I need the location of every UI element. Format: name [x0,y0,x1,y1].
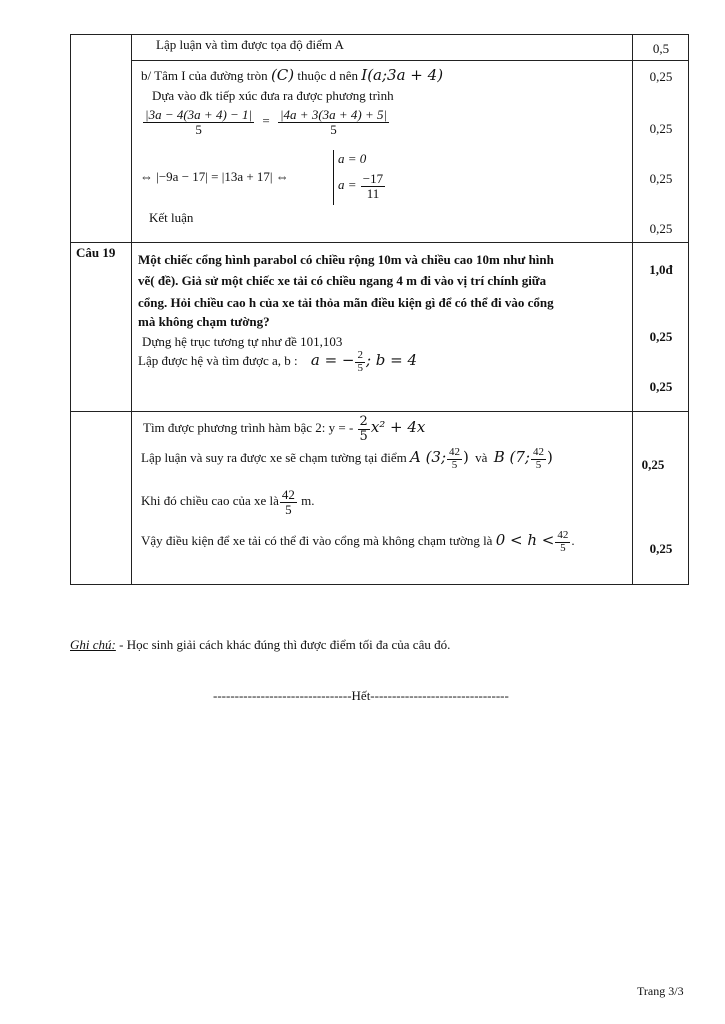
case-brace [333,150,334,205]
table-border-right [688,34,689,585]
row-c-line-4-math: 0 < h < [495,531,555,550]
eq-right-num: |4a + 3(3a + 4) + 5| [279,107,388,122]
row-divider-a [131,60,689,61]
question-line-2: vẽ( đề). Giả sử một chiếc xe tải có chiều ngang 4 m đi vào vị trí chính giữa [138,273,547,288]
row-b-conclusion: Kết luận [149,210,194,225]
row-b-line1-prefix: b/ Tâm I của đường tròn [141,68,271,83]
point-a-num: 42 [449,446,461,458]
row-c-score-2: 0,25 [649,541,673,556]
question-line-1: Một chiếc cổng hình parabol có chiều rộng 10m và chiều cao 10m như hình [138,252,554,267]
cau19-step-1: Dựng hệ trục tương tự như đề 101,103 [142,334,343,349]
footnote-text: - Học sinh giải cách khác đúng thì được điểm tối đa của câu đó. [115,637,451,652]
cau19-step-2-num: 2 [357,349,363,361]
case-2-lhs: a = [338,177,357,193]
point-b-den: 5 [535,458,542,471]
row-divider-cau19 [70,411,689,412]
table-border-bottom [70,584,689,585]
case-2-num: −17 [362,171,384,186]
row-c-line-4 [141,530,575,554]
case-2 [338,172,386,200]
cau19-score-2: 0,25 [649,379,673,394]
row-c-line-1-prefix: Tìm được phương trình hàm bậc 2: y = - [143,420,354,436]
row-b-line1 [141,66,443,84]
question-line-3: cổng. Hỏi chiều cao h của xe tải thỏa mãn điều kiện gì để có thể đi vào cổng [138,295,554,310]
cau19-step-2-a: a = − [310,351,355,370]
row-c-line-1-den: 5 [359,428,368,444]
row-b-score-2: 0,25 [649,121,673,136]
row-c-line-4-suffix: . [571,533,575,549]
row-c-line-3-num: 42 [281,487,295,502]
case-2-den: 11 [366,185,380,201]
point-i: I(a;3a + 4) [361,66,444,84]
row-c-line-3-den: 5 [285,501,292,517]
point-a-label: A (3; [409,448,447,467]
table-border-top [70,34,689,35]
footnote-label: Ghi chú: [70,637,116,652]
row-a-score: 0,5 [652,41,670,56]
cau19-step-2 [138,350,417,374]
row-c-line-2 [141,447,553,471]
case-2-fraction [361,172,385,200]
row-b-score-1: 0,25 [649,69,673,84]
row-c-line-3-suffix: m. [301,493,315,509]
row-b-line2: Dựa vào đk tiếp xúc đưa ra được phương trình [152,88,394,103]
row-c-score-1: 0,25 [641,457,665,472]
cau19-step-2-prefix: Lập được hệ và tìm được a, b : [138,353,298,369]
page-number: Trang 3/3 [637,984,684,998]
row-a-text: Lập luận và tìm được tọa độ điểm A [156,37,344,52]
point-b-close: ) [546,448,553,467]
row-c-line-3-fraction [280,488,297,516]
row-b-score-4: 0,25 [649,221,673,236]
row-b-line1-mid: thuộc d nên [294,68,362,83]
row-divider-b [70,242,689,243]
equiv-expression: ⇔ |−9a − 17| = |13a + 17| ⇔ [140,169,289,184]
cau19-step-2-b: ; b = 4 [365,351,418,370]
eq-right-fraction [278,108,389,136]
eq-equals: = [262,113,270,129]
row-c-and: và [475,450,488,466]
point-a-den: 5 [451,458,458,471]
row-c-line-4-den: 5 [560,541,566,554]
eq-left-num: |3a − 4(3a + 4) − 1| [145,107,253,122]
row-c-line-4-prefix: Vậy điều kiện để xe tải có thể đi vào cổng mà không chạm tường là [141,533,493,549]
row-c-line-4-fraction [555,530,570,554]
table-col-divider [131,34,132,585]
question-line-4: mà không chạm tường? [138,314,270,329]
point-b-label: B (7; [493,448,530,467]
eq-left-den: 5 [195,121,202,137]
row-c-line-1 [143,415,425,443]
row-b-score-3: 0,25 [649,171,673,186]
point-a-fraction [447,447,462,471]
cau19-score-1: 0,25 [649,329,673,344]
table-score-divider [632,34,633,585]
point-b-num: 42 [532,446,544,458]
case-1: a = 0 [338,151,367,166]
cau19-score-total: 1,0đ [649,262,673,277]
cau19-step-2-fraction [355,350,365,374]
row-c-line-1-num: 2 [359,414,368,429]
footnote [70,637,450,653]
point-b-fraction [531,447,546,471]
row-c-line-4-num: 42 [557,529,569,541]
end-mark: --------------------------------Hết-------------------------------- [213,688,509,703]
row-c-line-3-prefix: Khi đó chiều cao của xe là [141,493,279,509]
row-c-line-1-rest: x² + 4x [370,418,426,437]
row-c-line-3 [141,488,315,516]
cau19-step-2-den: 5 [357,361,363,374]
row-c-line-1-fraction [358,415,370,443]
row-c-line-2-prefix: Lập luận và suy ra được xe sẽ chạm tường tại điểm [141,450,407,466]
table-border-left [70,34,71,585]
eq-right-den: 5 [330,121,337,137]
circle-c: (C) [270,66,295,84]
point-a-close: ) [463,448,469,467]
eq-left-fraction [143,108,254,136]
tangent-equation [142,108,390,136]
question-label-19: Câu 19 [76,245,116,260]
